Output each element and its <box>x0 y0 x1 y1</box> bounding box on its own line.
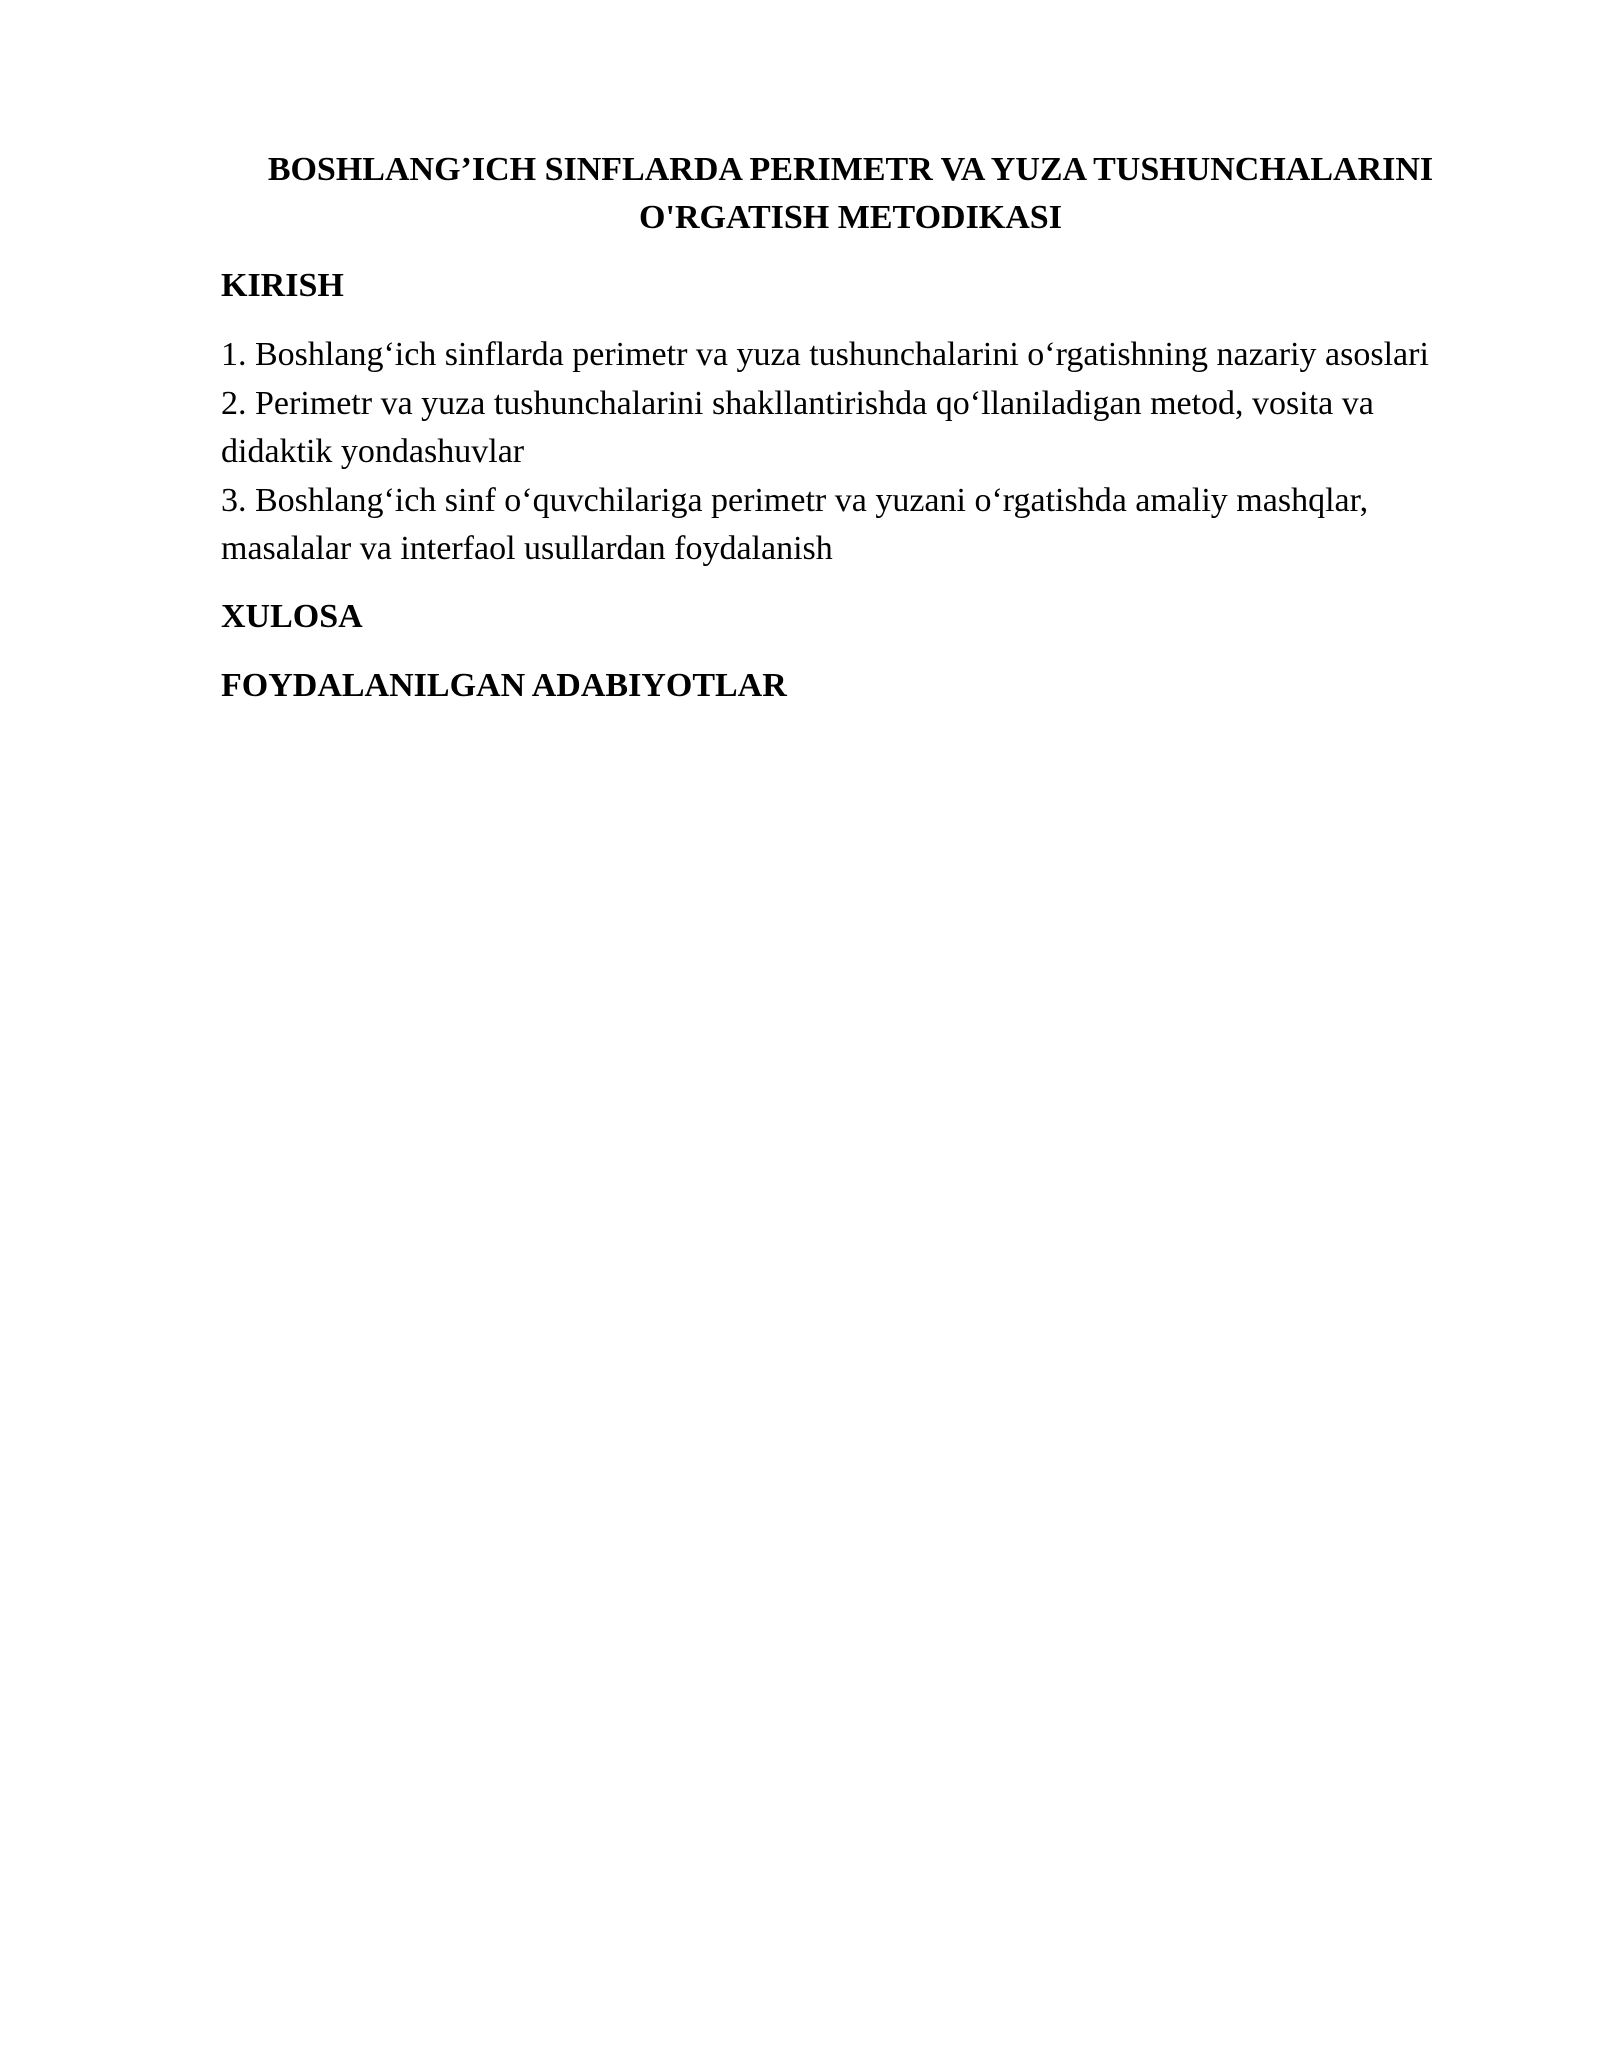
contents-list <box>221 331 1480 574</box>
document-content <box>221 146 1480 710</box>
intro-heading: KIRISH <box>221 267 344 304</box>
contents-item-1: 1. Boshlang‘ich sinflarda perimetr va yuza tushunchalarini o‘rgatishning nazariy asoslari <box>221 336 1429 373</box>
conclusion-heading: XULOSA <box>221 597 363 635</box>
document-title <box>221 146 1480 242</box>
references-heading: FOYDALANILGAN ADABIYOTLAR <box>221 666 787 704</box>
contents-item-3: 3. Boshlang‘ich sinf o‘quvchilariga perimetr va yuzani o‘rgatishda amaliy mashqlar, masalalar va interfaol usullardan foydalanish <box>221 481 1369 567</box>
document-title-line-2: O'RGATISH METODIKASI <box>639 199 1062 236</box>
document-title-line-1: BOSHLANG’ICH SINFLARDA PERIMETR VA YUZA TUSHUNCHALARINI <box>267 151 1434 188</box>
contents-item-2: 2. Perimetr va yuza tushunchalarini shakllantirishda qo‘llaniladigan metod, vosita va didaktik yondashuvlar <box>221 384 1374 470</box>
